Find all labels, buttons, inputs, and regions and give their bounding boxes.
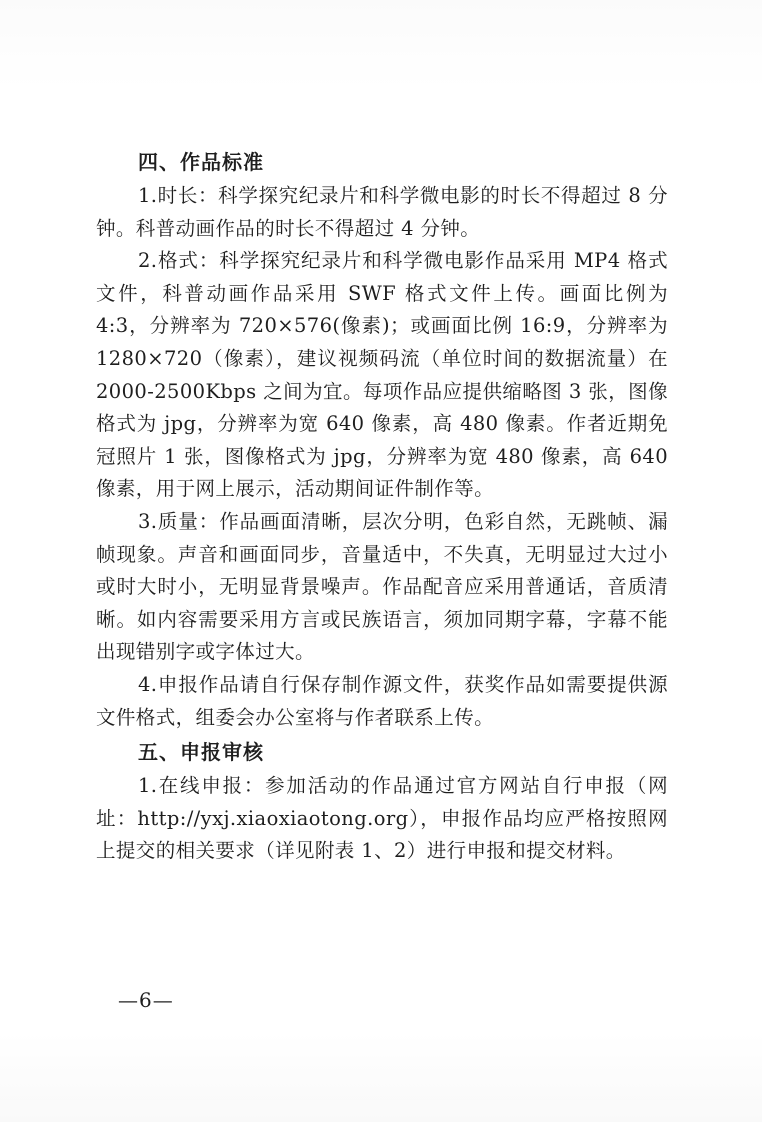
section-heading-work-standards: 四、作品标准 [138, 150, 264, 174]
paragraph-online-submission: 1.在线申报：参加活动的作品通过官方网站自行申报（网址：http://yxj.xiaoxiaotong.org），申报作品均应严格按照网上提交的相关要求（详见附表 1、2）进行申报和提交材料。 [96, 774, 668, 863]
section-heading-submission-review: 五、申报审核 [138, 740, 264, 765]
paragraph-source-files: 4.申报作品请自行保存制作源文件，获奖作品如需要提供源文件格式，组委会办公室将与作者联系上传。 [96, 672, 668, 729]
page-content [96, 144, 668, 868]
paragraph-quality: 3.质量：作品画面清晰，层次分明，色彩自然，无跳帧、漏帧现象。声音和画面同步，音量适中，不失真，无明显过大过小或时大时小，无明显背景噪声。作品配音应采用普通话，音质清晰。如内容需要采用方言或民族语言，须加同期字幕，字幕不能出现错别字或字体过大。 [96, 509, 668, 664]
paragraph-duration: 1.时长：科学探究纪录片和科学微电影的时长不得超过 8 分钟。科普动画作品的时长不得超过 4 分钟。 [96, 184, 668, 240]
paragraph-format: 2.格式：科学探究纪录片和科学微电影作品采用 MP4 格式文件，科普动画作品采用 SWF 格式文件上传。画面比例为 4:3，分辨率为 720×576(像素)；或画面比例 16:9，分辨率为 1280×720（像素），建议视频码流（单位时间的数据流量）在 2000-2500Kbps 之间为宜。每项作品应提供缩略图 3 张，图像格式为 jpg，分辨率为宽 640 像素，高 480 像素。作者近期免冠照片 1 张，图像格式为 jpg，分辨率为宽 480 像素，高 640 像素，用于网上展示，活动期间证件制作等。 [96, 249, 668, 501]
page-number: —6— [118, 988, 174, 1012]
